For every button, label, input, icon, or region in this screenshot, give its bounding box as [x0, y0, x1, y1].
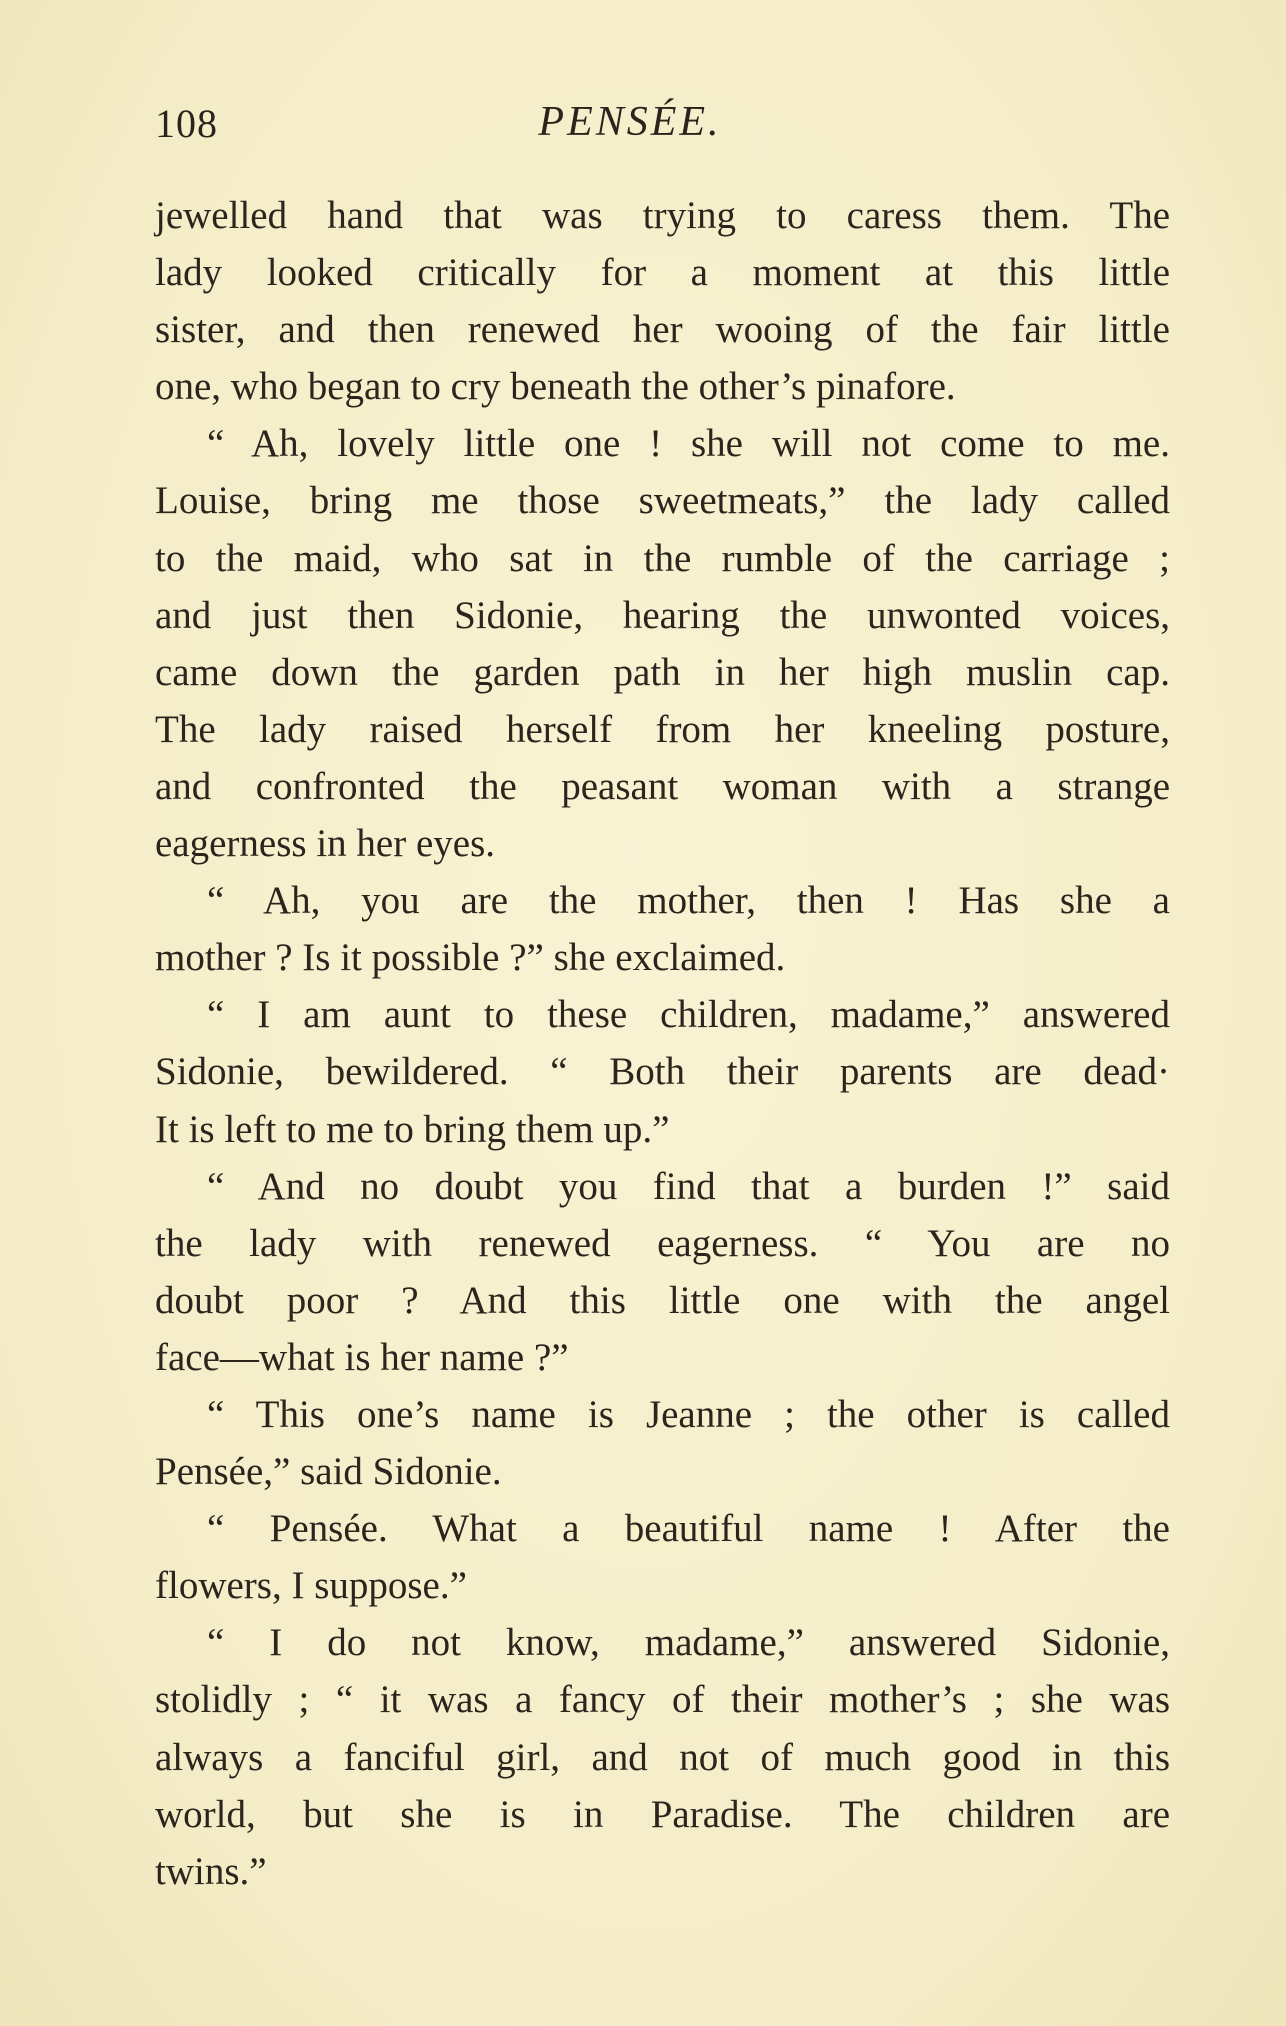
text-line: one, who began to cry beneath the other’s pinafore. [155, 365, 956, 409]
text-line: “ I am aunt to these children, madame,” answered [207, 993, 1170, 1037]
text-line: eagerness in her eyes. [155, 822, 496, 866]
text-line: sister, and then renewed her wooing of the fair little [155, 308, 1170, 352]
running-title: PENSÉE. [538, 99, 722, 145]
text-line: twins.” [155, 1849, 267, 1893]
text-line: face—what is her name ?” [155, 1335, 569, 1379]
text-line: the lady with renewed eagerness. “ You are no [155, 1221, 1170, 1265]
text-line: stolidly ; “ it was a fancy of their mother’s ; she was [155, 1678, 1170, 1722]
text-line: Sidonie, bewildered. “ Both their parents are dead· [155, 1050, 1170, 1094]
text-line: world, but she is in Paradise. The children are [155, 1792, 1170, 1836]
text-line: mother ? Is it possible ?” she exclaimed. [155, 936, 786, 980]
text-line: “ Pensée. What a beautiful name ! After the [207, 1507, 1170, 1551]
text-line: always a fanciful girl, and not of much good in this [155, 1735, 1170, 1779]
text-line: jewelled hand that was trying to caress them. The [155, 194, 1170, 237]
text-line: Louise, bring me those sweetmeats,” the lady called [155, 479, 1170, 523]
body-text [155, 187, 1170, 1900]
text-line: “ Ah, lovely little one ! she will not come to me. [207, 422, 1170, 466]
text-line: “ This one’s name is Jeanne ; the other is called [207, 1392, 1170, 1436]
text-line: came down the garden path in her high muslin cap. [155, 650, 1170, 694]
text-line: and confronted the peasant woman with a strange [155, 764, 1170, 808]
text-line: “ I do not know, madame,” answered Sidonie, [207, 1621, 1170, 1665]
page-number: 108 [155, 101, 218, 146]
text-line: doubt poor ? And this little one with the angel [155, 1278, 1170, 1322]
text-line: Pensée,” said Sidonie. [155, 1450, 502, 1494]
page-header [155, 94, 1105, 154]
text-line: “ Ah, you are the mother, then ! Has she a [207, 879, 1170, 923]
text-line: flowers, I suppose.” [155, 1564, 467, 1608]
text-line: to the maid, who sat in the rumble of the carriage ; [155, 536, 1170, 580]
text-line: It is left to me to bring them up.” [155, 1107, 670, 1151]
text-line: “ And no doubt you find that a burden !” said [207, 1164, 1170, 1208]
text-line: lady looked critically for a moment at this little [155, 251, 1170, 295]
text-line: The lady raised herself from her kneeling posture, [155, 707, 1170, 751]
text-line: and just then Sidonie, hearing the unwonted voices, [155, 593, 1170, 637]
